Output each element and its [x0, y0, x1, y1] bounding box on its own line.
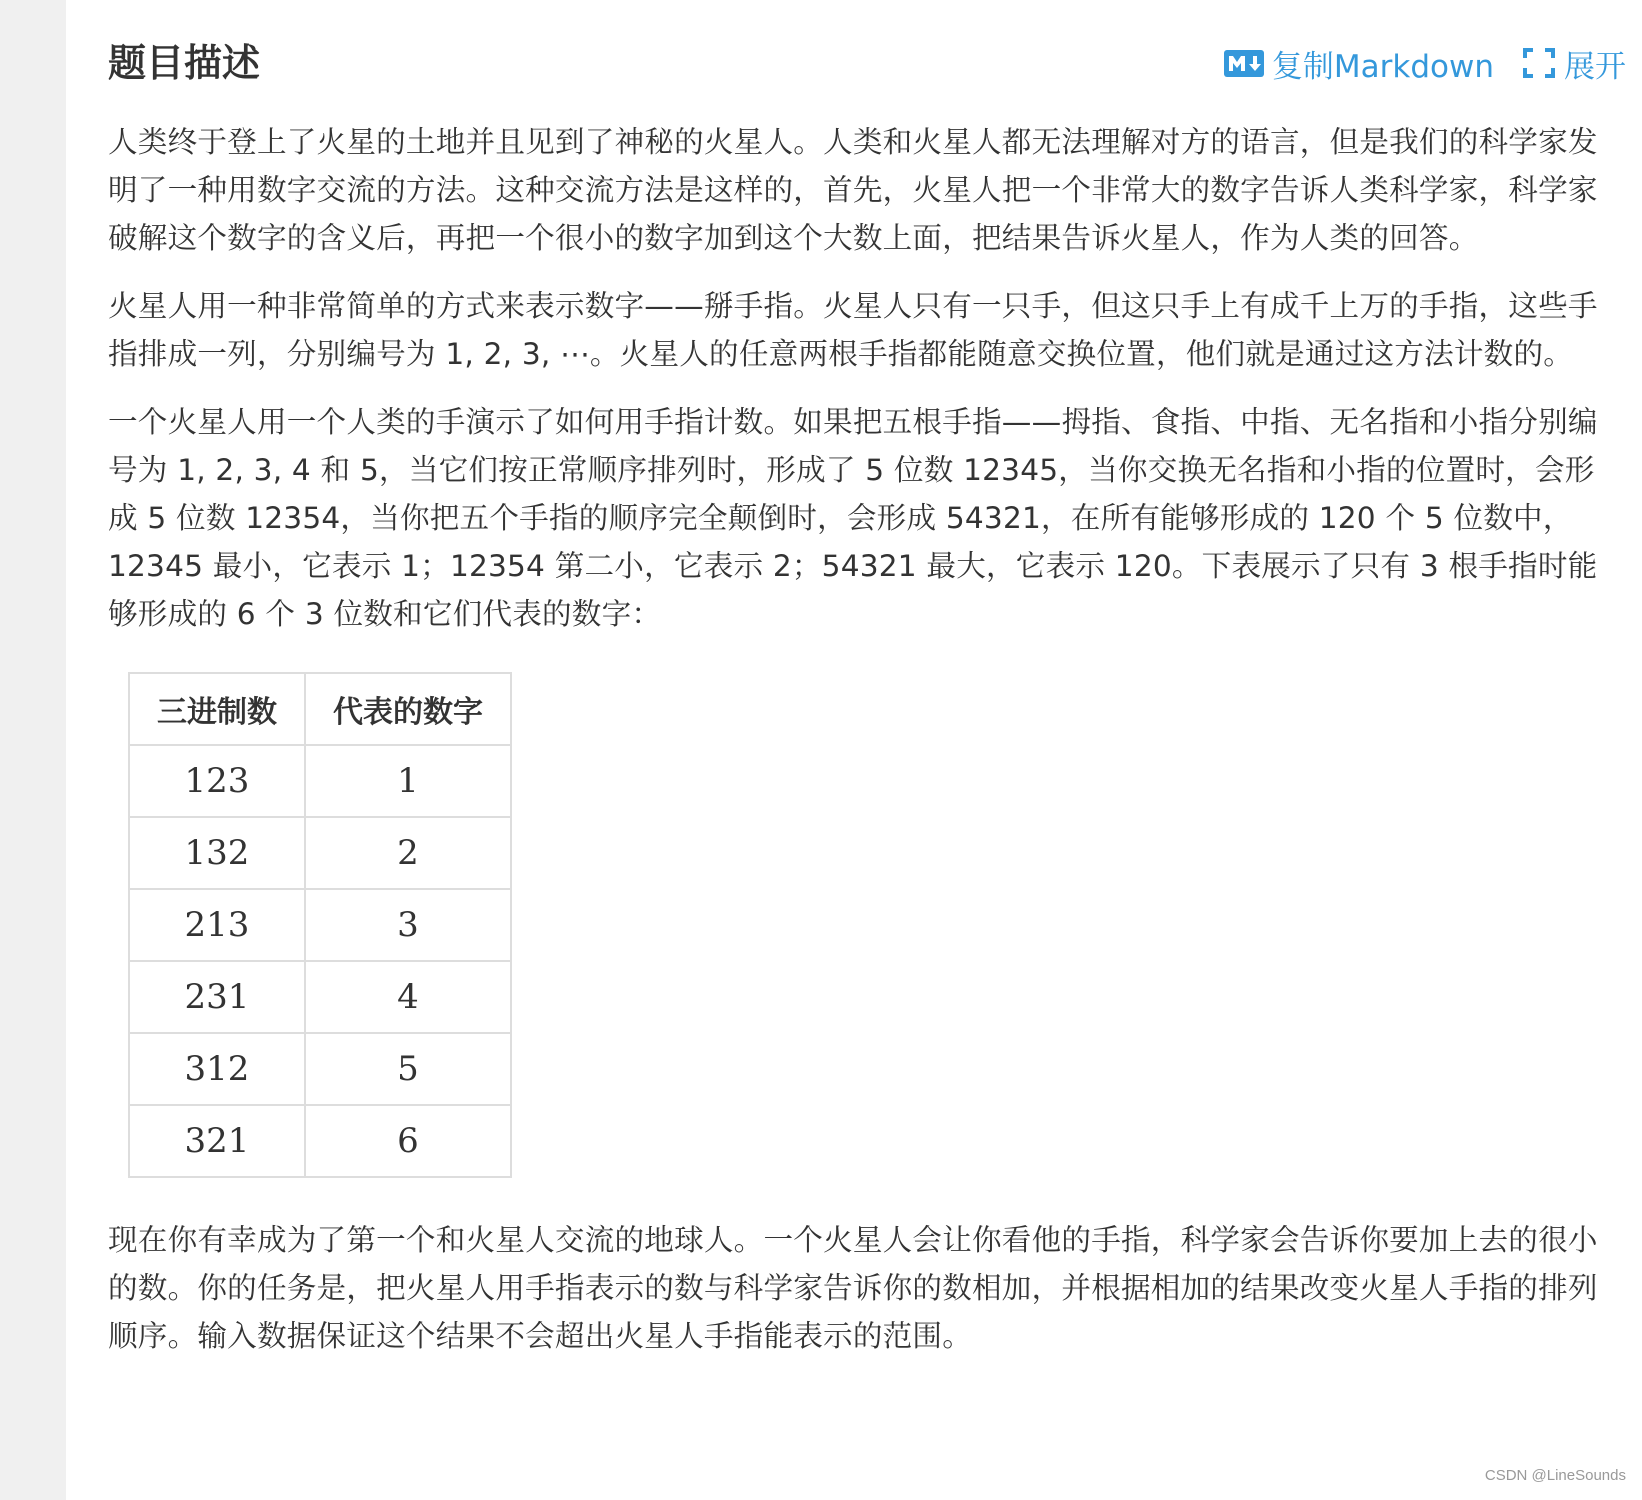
table-cell-number: 6: [305, 1105, 511, 1177]
table-header-number: 代表的数字: [305, 673, 511, 745]
section-title: 题目描述: [108, 41, 261, 85]
table-row: [129, 817, 511, 889]
table-cell-ternary: 123: [129, 745, 305, 817]
table-row: [129, 1105, 511, 1177]
section-header: [108, 36, 1626, 90]
table-header-row: [129, 673, 511, 745]
table-cell-number: 1: [305, 745, 511, 817]
expand-label: 展开: [1564, 48, 1626, 85]
table-header-ternary: 三进制数: [129, 673, 305, 745]
paragraph-intro: 人类终于登上了火星的土地并且见到了神秘的火星人。人类和火星人都无法理解对方的语言，但是我们的科学家发明了一种用数字交流的方法。这种交流方法是这样的，首先，火星人把一个非常大的数字告诉人类科学家，科学家破解这个数字的含义后，再把一个很小的数字加到这个大数上面，把结果告诉火星人，作为人类的回答。: [108, 125, 1598, 255]
header-actions: [1224, 36, 1626, 90]
table-row: [129, 1033, 511, 1105]
table-cell-number: 3: [305, 889, 511, 961]
expand-button[interactable]: [1522, 41, 1626, 86]
expand-icon: [1522, 47, 1556, 79]
table-cell-ternary: 231: [129, 961, 305, 1033]
problem-content: [108, 118, 1618, 1380]
table-row: [129, 889, 511, 961]
markdown-icon: [1224, 50, 1264, 77]
table-cell-ternary: 321: [129, 1105, 305, 1177]
table-cell-number: 4: [305, 961, 511, 1033]
table-row: [129, 961, 511, 1033]
table-cell-ternary: 213: [129, 889, 305, 961]
paragraph-example: 一个火星人用一个人类的手演示了如何用手指计数。如果把五根手指——拇指、食指、中指、无名指和小指分别编号为 1, 2, 3, 4 和 5，当它们按正常顺序排列时，形成了 5 位数 12345，当你交换无名指和小指的位置时，会形成 5 位数 12354，当你把五个手指的顺序完全颠倒时，会形成 54321，在所有能够形成的 120 个 5 位数中，12345 最小，它表示 1；12354 第二小，它表示 2；54321 最大，它表示 120。下表展示了只有 3 根手指时能够形成的 6 个 3 位数和它们代表的数字：: [108, 405, 1598, 631]
table-cell-number: 2: [305, 817, 511, 889]
paragraph-task: 现在你有幸成为了第一个和火星人交流的地球人。一个火星人会让你看他的手指，科学家会告诉你要加上去的很小的数。你的任务是，把火星人用手指表示的数与科学家告诉你的数相加，并根据相加的结果改变火星人手指的排列顺序。输入数据保证这个结果不会超出火星人手指能表示的范围。: [108, 1223, 1598, 1353]
table-cell-ternary: 312: [129, 1033, 305, 1105]
copy-markdown-button[interactable]: [1224, 41, 1494, 86]
paragraph-fingers: 火星人用一种非常简单的方式来表示数字——掰手指。火星人只有一只手，但这只手上有成千上万的手指，这些手指排成一列，分别编号为 1, 2, 3, ⋯。火星人的任意两根手指都能随意交换位置，他们就是通过这方法计数的。: [108, 289, 1598, 371]
table-row: [129, 745, 511, 817]
table-cell-ternary: 132: [129, 817, 305, 889]
problem-description-card: [66, 0, 1642, 1500]
permutation-table: [128, 672, 512, 1178]
watermark: CSDN @LineSounds: [1484, 1467, 1626, 1484]
copy-markdown-label: 复制Markdown: [1271, 48, 1494, 85]
table-cell-number: 5: [305, 1033, 511, 1105]
